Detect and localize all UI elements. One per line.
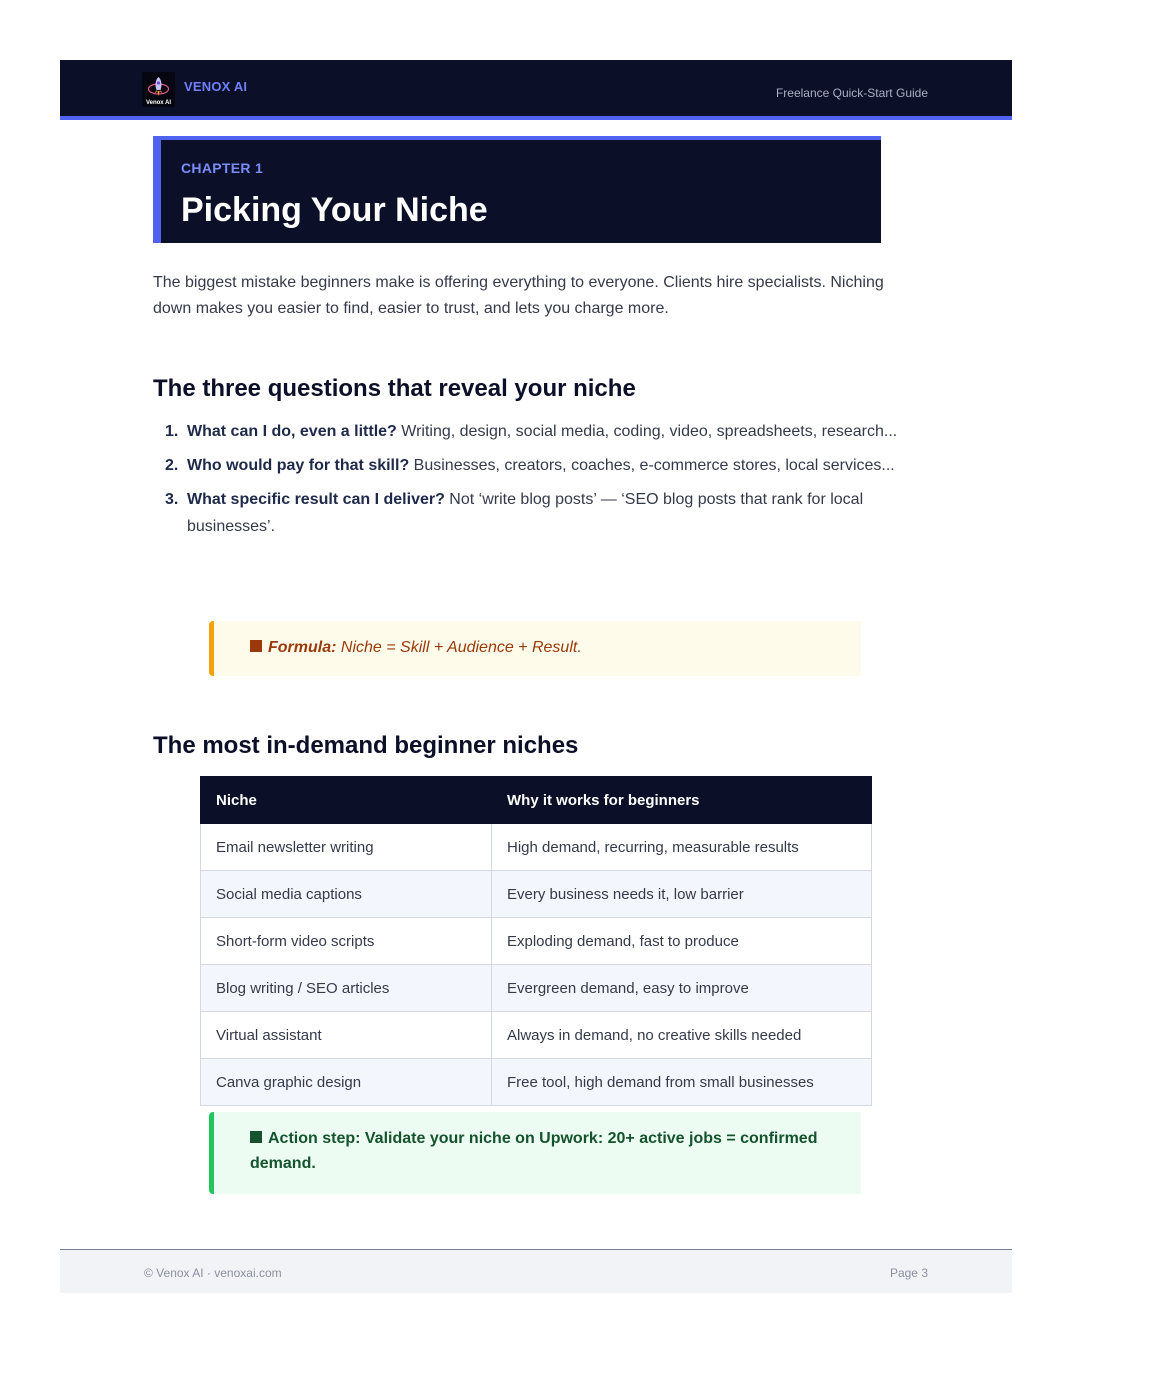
guide-title: Freelance Quick-Start Guide — [775, 86, 928, 100]
table-row — [201, 871, 872, 918]
brand-name: VENOX AI — [184, 79, 248, 94]
table-row — [201, 824, 872, 871]
rocket-icon — [142, 72, 175, 100]
question-text: Who would pay for that skill? — [187, 457, 410, 474]
square-bullet-icon — [250, 1131, 262, 1143]
action-body: Action step: Validate your niche on Upwork: 20+ active jobs = confirmed demand. — [250, 1130, 818, 1172]
answer-text: Businesses, creators, coaches, e-commerce stores, local services... — [409, 457, 895, 474]
niche-cell: Email newsletter writing — [201, 824, 492, 871]
niches-table — [200, 776, 872, 1106]
niche-cell: Canva graphic design — [201, 1059, 492, 1106]
section-heading-questions: The three questions that reveal your niche — [153, 375, 636, 402]
reason-cell: Always in demand, no creative skills needed — [492, 1012, 872, 1059]
footer-credits — [144, 1266, 282, 1280]
rocket-logo-icon — [142, 72, 175, 107]
table-header-row — [201, 777, 872, 824]
list-number: 2. — [165, 457, 179, 474]
page-footer — [60, 1249, 1012, 1293]
table-row — [201, 965, 872, 1012]
answer-text: Writing, design, social media, coding, video, spreadsheets, research... — [396, 423, 898, 440]
footer-copyright: © Venox AI — [144, 1266, 204, 1280]
column-header-niche: Niche — [201, 777, 492, 824]
niche-cell: Blog writing / SEO articles — [201, 965, 492, 1012]
table-row — [201, 1012, 872, 1059]
list-number: 1. — [165, 423, 179, 440]
chapter-banner — [153, 136, 881, 243]
intro-paragraph: The biggest mistake beginners make is offering everything to everyone. Clients hire specialists. Niching down makes you easier to find, easier to trust, and lets you charge more. — [153, 274, 884, 317]
table-row — [201, 918, 872, 965]
questions-list — [165, 418, 925, 547]
logo-caption: Venox AI — [145, 100, 172, 106]
reason-cell: High demand, recurring, measurable results — [492, 824, 872, 871]
list-number: 3. — [165, 491, 179, 508]
action-callout — [209, 1112, 861, 1194]
table-row — [201, 1059, 872, 1106]
answer-text: Not ‘write blog posts’ — ‘SEO blog posts that rank for local businesses’. — [187, 491, 864, 535]
reason-cell: Exploding demand, fast to produce — [492, 918, 872, 965]
footer-separator: · — [206, 1266, 211, 1280]
question-text: What specific result can I deliver? — [187, 491, 445, 508]
page-number: Page 3 — [889, 1266, 928, 1280]
footer-site: venoxai.com — [214, 1266, 282, 1280]
chapter-label: CHAPTER 1 — [181, 160, 264, 176]
list-item — [165, 486, 925, 540]
reason-cell: Evergreen demand, easy to improve — [492, 965, 872, 1012]
question-text: What can I do, even a little? — [187, 423, 397, 440]
page-header — [60, 60, 1012, 120]
list-item — [165, 452, 925, 479]
formula-callout — [209, 621, 861, 676]
formula-text — [250, 638, 582, 658]
square-bullet-icon — [250, 640, 262, 652]
formula-body: Niche = Skill + Audience + Result. — [336, 639, 582, 656]
niche-cell: Short-form video scripts — [201, 918, 492, 965]
reason-cell: Every business needs it, low barrier — [492, 871, 872, 918]
action-text — [250, 1126, 850, 1176]
section-heading-niches: The most in-demand beginner niches — [153, 732, 579, 759]
niche-cell: Virtual assistant — [201, 1012, 492, 1059]
chapter-title: Picking Your Niche — [181, 191, 488, 229]
niche-cell: Social media captions — [201, 871, 492, 918]
list-item — [165, 418, 925, 445]
formula-label: Formula: — [268, 639, 337, 656]
reason-cell: Free tool, high demand from small businesses — [492, 1059, 872, 1106]
column-header-why: Why it works for beginners — [492, 777, 872, 824]
